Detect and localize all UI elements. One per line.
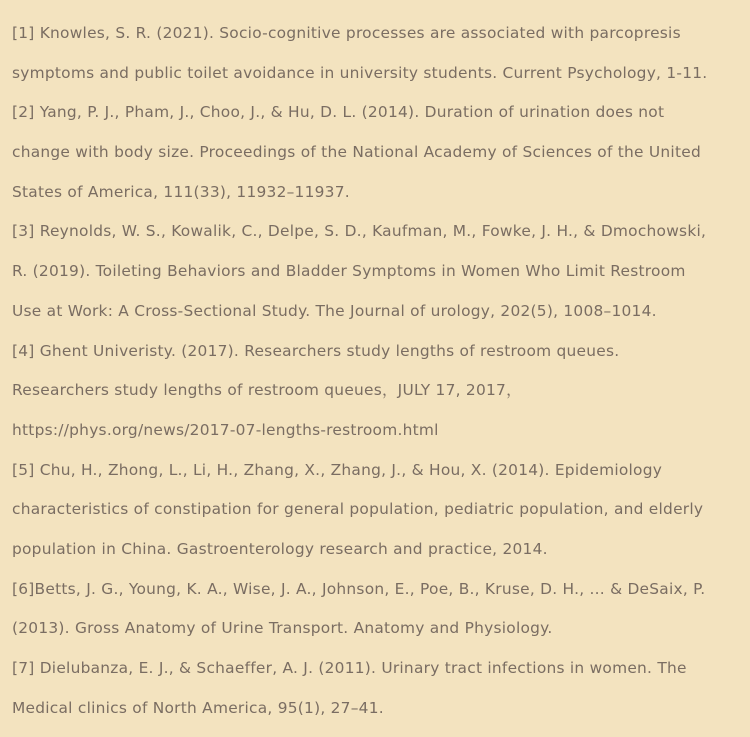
reference-entry-5 [12, 451, 744, 570]
reference-line: [7] Dielubanza, E. J., & Schaeffer, A. J. (2011). Urinary tract infections in women. The [12, 659, 687, 677]
reference-line: (2013). Gross Anatomy of Urine Transport. Anatomy and Physiology. [12, 619, 553, 638]
reference-list [12, 14, 744, 728]
reference-url: https://phys.org/news/2017-07-lengths-restroom.html [12, 420, 439, 439]
reference-entry-3 [12, 212, 744, 331]
reference-line: [5] Chu, H., Zhong, L., Li, H., Zhang, X., Zhang, J., & Hou, X. (2014). Epidemiology [12, 460, 663, 479]
reference-line: Medical clinics of North America, 95(1), 27–41. [12, 698, 384, 717]
reference-line: change with body size. Proceedings of the National Academy of Sciences of the United [12, 143, 701, 162]
reference-line: States of America, 111(33), 11932–11937. [12, 182, 350, 201]
reference-entry-2 [12, 93, 744, 212]
reference-entry-4 [12, 332, 744, 451]
reference-line: [2] Yang, P. J., Pham, J., Choo, J., & Hu, D. L. (2014). Duration of urination does not [12, 103, 665, 122]
reference-entry-1 [12, 14, 744, 93]
reference-line: R. (2019). Toileting Behaviors and Bladder Symptoms in Women Who Limit Restroom [12, 262, 686, 281]
reference-line: characteristics of constipation for general population, pediatric population, and elderly [12, 500, 704, 519]
reference-entry-6 [12, 570, 744, 649]
reference-line: population in China. Gastroenterology research and practice, 2014. [12, 539, 548, 558]
reference-line: [3] Reynolds, W. S., Kowalik, C., Delpe, S. D., Kaufman, M., Fowke, J. H., & Dmochowski, [12, 222, 707, 241]
reference-line: symptoms and public toilet avoidance in university students. Current Psychology, 1-11. [12, 63, 708, 82]
reference-line: Researchers study lengths of restroom queues，JULY 17, 2017， [12, 381, 522, 400]
reference-line: [1] Knowles, S. R. (2021). Socio-cognitive processes are associated with parcopresis [12, 24, 681, 42]
reference-line: Use at Work: A Cross-Sectional Study. The Journal of urology, 202(5), 1008–1014. [12, 301, 657, 320]
reference-line: [6]Betts, J. G., Young, K. A., Wise, J. A., Johnson, E., Poe, B., Kruse, D. H., ... & DeSaix, P. [12, 579, 706, 598]
reference-entry-7 [12, 649, 744, 728]
reference-line: [4] Ghent Univeristy. (2017). Researchers study lengths of restroom queues. [12, 341, 620, 360]
